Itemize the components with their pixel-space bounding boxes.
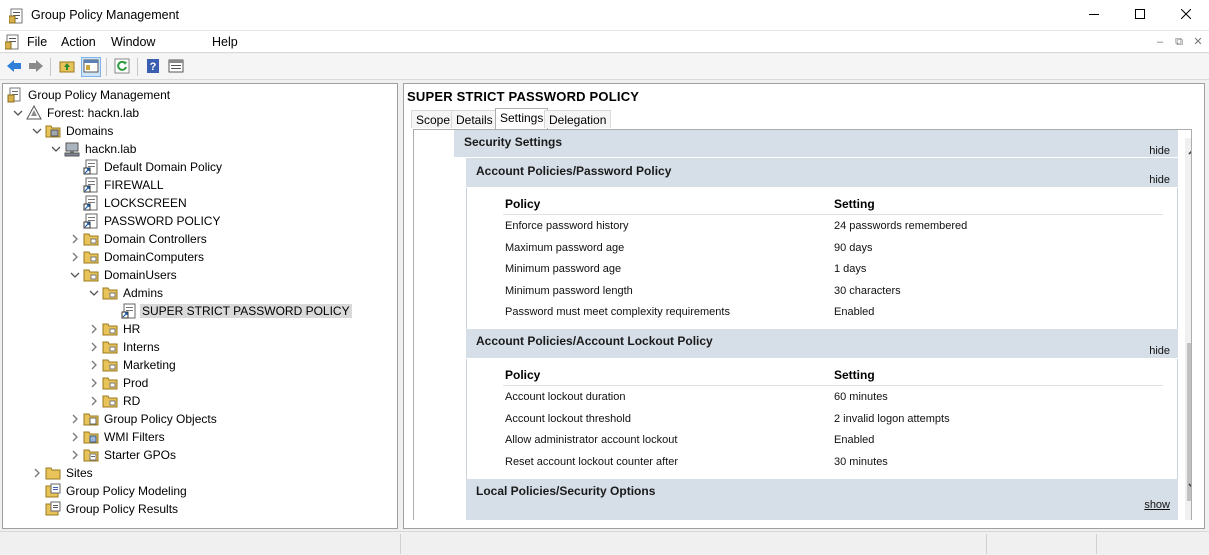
security-settings-hide-link[interactable]: hide xyxy=(1149,145,1170,157)
ou-folder-icon xyxy=(102,393,118,409)
help-icon xyxy=(145,58,161,77)
local-policies-show-link[interactable]: show xyxy=(1144,499,1170,511)
help-button[interactable] xyxy=(143,57,163,77)
security-settings-header xyxy=(454,130,1178,158)
tree-item-interns[interactable] xyxy=(3,338,397,356)
tree-item-default-domain-policy[interactable] xyxy=(3,158,397,176)
menu-bar xyxy=(0,31,1209,53)
chevron-down-icon[interactable] xyxy=(50,143,62,155)
tab-scope[interactable]: Scope xyxy=(411,110,455,128)
tree-item-label[interactable]: Group Policy Management xyxy=(28,88,171,102)
chevron-down-icon[interactable] xyxy=(12,107,24,119)
policy-setting-cell: 24 passwords remembered xyxy=(834,220,968,232)
policy-name-cell: Account lockout threshold xyxy=(505,412,631,425)
password-policy-hide-link[interactable]: hide xyxy=(1149,174,1170,186)
svg-text:?: ? xyxy=(149,60,157,73)
report-vertical-scrollbar[interactable] xyxy=(1185,138,1192,520)
close-button[interactable] xyxy=(1163,0,1209,30)
lockout-policy-hide-link[interactable]: hide xyxy=(1149,345,1170,357)
scroll-down-icon[interactable] xyxy=(1188,480,1192,492)
tree-item-wmi-filters[interactable] xyxy=(3,428,397,446)
tree-item-label[interactable]: Group Policy Results xyxy=(66,502,179,516)
tree-item-label[interactable]: HR xyxy=(123,322,141,336)
policy-setting-cell: 1 days xyxy=(834,263,867,275)
back-icon xyxy=(6,58,22,77)
policy-setting-cell: Enabled xyxy=(834,306,875,318)
gpo-title: SUPER STRICT PASSWORD POLICY xyxy=(407,89,640,104)
domain-icon xyxy=(64,141,80,157)
lockout-policy-title: Account Policies/Account Lockout Policy xyxy=(476,334,713,348)
chevron-down-icon[interactable] xyxy=(31,125,43,137)
minimize-icon xyxy=(1089,8,1099,22)
results-icon xyxy=(45,501,61,517)
password-col-setting: Setting xyxy=(834,197,875,211)
maximize-button[interactable] xyxy=(1117,0,1163,30)
console-view-icon xyxy=(168,58,184,77)
gpo-link-icon xyxy=(83,195,99,211)
policy-setting-cell: Enabled xyxy=(834,434,875,446)
policy-name-cell: Allow administrator account lockout xyxy=(505,434,678,446)
policy-setting-cell: 90 days xyxy=(834,241,873,254)
gpm-icon xyxy=(7,87,23,103)
policy-setting-cell: 30 minutes xyxy=(834,455,888,468)
detail-pane xyxy=(403,83,1205,529)
tree-item-firewall[interactable] xyxy=(3,176,397,194)
modeling-icon xyxy=(45,483,61,499)
chevron-right-icon[interactable] xyxy=(31,467,43,479)
close-icon xyxy=(1181,8,1191,22)
forest-icon xyxy=(26,105,42,121)
show-hide-tree-button[interactable] xyxy=(81,57,101,77)
tree-item-prod[interactable] xyxy=(3,374,397,392)
password-policy-title: Account Policies/Password Policy xyxy=(476,164,672,178)
tree-item-label[interactable]: RD xyxy=(123,394,141,408)
tree-item-label[interactable]: hackn.lab xyxy=(85,142,137,156)
settings-report xyxy=(413,129,1192,520)
policy-setting-cell: 2 invalid logon attempts xyxy=(834,412,950,425)
policy-setting-cell: 30 characters xyxy=(834,284,901,297)
sites-folder-icon xyxy=(45,465,61,481)
gpo-link-icon xyxy=(83,213,99,229)
up-folder-icon xyxy=(59,58,75,77)
password-policy-header xyxy=(466,158,1178,188)
policy-name-cell: Password must meet complexity requirements xyxy=(505,306,730,318)
title-bar xyxy=(0,0,1209,31)
domains-folder-icon xyxy=(45,123,61,139)
policy-name-cell: Minimum password age xyxy=(505,263,622,275)
tree-item-label[interactable]: DomainComputers xyxy=(104,250,205,264)
chevron-right-icon[interactable] xyxy=(69,431,81,443)
lockout-policy-header xyxy=(466,329,1178,359)
tree-item-label[interactable]: Interns xyxy=(123,340,160,354)
tree-item-forest-hackn-lab[interactable] xyxy=(3,104,397,122)
tree-item-label[interactable]: Domains xyxy=(66,124,114,138)
tree-item-label[interactable]: Admins xyxy=(123,286,164,300)
tree-item-label[interactable]: Group Policy Objects xyxy=(104,412,217,426)
policy-name-cell: Reset account lockout counter after xyxy=(505,455,679,468)
chevron-right-icon[interactable] xyxy=(69,251,81,263)
tree-item-label[interactable]: WMI Filters xyxy=(104,430,165,444)
policy-name-cell: Account lockout duration xyxy=(505,391,626,403)
tree-item-sites[interactable] xyxy=(3,464,397,482)
chevron-right-icon[interactable] xyxy=(88,341,100,353)
tree-item-admins[interactable] xyxy=(3,284,397,302)
gpm-app-icon xyxy=(9,8,25,24)
ou-folder-icon xyxy=(83,231,99,247)
refresh-button[interactable] xyxy=(112,57,132,77)
tree-item-label[interactable]: Starter GPOs xyxy=(104,448,177,462)
tree-item-label[interactable]: SUPER STRICT PASSWORD POLICY xyxy=(142,304,350,318)
lockout-policy-table xyxy=(466,359,1178,479)
tree-item-domain-controllers[interactable] xyxy=(3,230,397,248)
tree-item-starter-gpos[interactable] xyxy=(3,446,397,464)
tree-item-label[interactable]: Domain Controllers xyxy=(104,232,207,246)
tab-settings[interactable]: Settings xyxy=(495,108,548,130)
gpo-link-icon xyxy=(121,303,137,319)
menu-help[interactable]: Help xyxy=(212,35,238,49)
console-tree[interactable] xyxy=(2,83,398,529)
local-policies-title: Local Policies/Security Options xyxy=(476,484,656,498)
tree-item-hr[interactable] xyxy=(3,320,397,338)
mdi-restore-button[interactable]: ⧉ xyxy=(1175,36,1183,48)
tree-item-lockscreen[interactable] xyxy=(3,194,397,212)
mdi-close-button[interactable]: ✕ xyxy=(1193,36,1203,48)
minimize-button[interactable] xyxy=(1071,0,1117,30)
chevron-down-icon[interactable] xyxy=(88,287,100,299)
menu-action[interactable]: Action xyxy=(61,35,96,49)
forward-button[interactable] xyxy=(26,57,46,77)
tree-item-super-strict-password-policy[interactable] xyxy=(3,302,397,320)
starter-folder-icon xyxy=(83,447,99,463)
maximize-icon xyxy=(1135,8,1145,22)
tree-item-label[interactable]: Group Policy Modeling xyxy=(66,484,187,498)
policy-setting-cell: 60 minutes xyxy=(834,391,888,403)
local-policies-header xyxy=(466,479,1178,520)
up-folder-button[interactable] xyxy=(57,57,77,77)
ou-folder-icon xyxy=(83,267,99,283)
tree-item-label[interactable]: LOCKSCREEN xyxy=(104,196,187,210)
gpo-container-icon xyxy=(83,411,99,427)
tree-item-domainusers[interactable] xyxy=(3,266,397,284)
tree-item-label[interactable]: PASSWORD POLICY xyxy=(104,214,221,228)
console-menu-icon[interactable] xyxy=(5,34,21,50)
tree-item-label[interactable]: Default Domain Policy xyxy=(104,160,223,174)
tree-item-label[interactable]: Sites xyxy=(66,466,93,480)
tree-item-hackn-lab[interactable] xyxy=(3,140,397,158)
tree-item-password-policy[interactable] xyxy=(3,212,397,230)
show-hide-tree-icon xyxy=(83,58,99,77)
tree-item-marketing[interactable] xyxy=(3,356,397,374)
tree-item-rd[interactable] xyxy=(3,392,397,410)
refresh-icon xyxy=(114,58,130,77)
tree-item-domaincomputers[interactable] xyxy=(3,248,397,266)
toolbar xyxy=(0,54,1209,80)
policy-name-cell: Enforce password history xyxy=(505,220,629,232)
chevron-right-icon[interactable] xyxy=(88,359,100,371)
scroll-thumb[interactable] xyxy=(1187,343,1192,501)
tree-item-group-policy-objects[interactable] xyxy=(3,410,397,428)
scroll-up-icon[interactable] xyxy=(1188,146,1192,158)
tree-item-label[interactable]: FIREWALL xyxy=(104,178,164,192)
tree-item-group-policy-management[interactable] xyxy=(3,86,397,104)
tree-item-group-policy-results[interactable] xyxy=(3,500,397,518)
back-button[interactable] xyxy=(4,57,24,77)
lockout-col-policy: Policy xyxy=(505,368,541,382)
menu-file[interactable]: File xyxy=(27,35,48,49)
security-settings-title: Security Settings xyxy=(464,135,563,149)
policy-name-cell: Minimum password length xyxy=(505,284,633,297)
ou-folder-icon xyxy=(83,249,99,265)
chevron-right-icon[interactable] xyxy=(88,377,100,389)
mdi-minimize-button[interactable]: – xyxy=(1156,36,1164,48)
ou-folder-icon xyxy=(102,375,118,391)
tree-item-group-policy-modeling[interactable] xyxy=(3,482,397,500)
wmi-folder-icon xyxy=(83,429,99,445)
console-view-button[interactable] xyxy=(166,57,186,77)
tree-item-label[interactable]: Forest: hackn.lab xyxy=(47,106,140,120)
tab-details[interactable]: Details xyxy=(451,110,498,128)
ou-folder-icon xyxy=(102,339,118,355)
chevron-right-icon[interactable] xyxy=(69,449,81,461)
window-title: Group Policy Management xyxy=(31,8,179,22)
status-bar xyxy=(0,531,1209,555)
tab-delegation[interactable]: Delegation xyxy=(544,110,611,128)
tree-item-domains[interactable] xyxy=(3,122,397,140)
password-policy-table xyxy=(466,188,1178,329)
tree-item-label[interactable]: DomainUsers xyxy=(104,268,177,282)
chevron-right-icon[interactable] xyxy=(88,323,100,335)
ou-folder-icon xyxy=(102,321,118,337)
gpo-link-icon xyxy=(83,177,99,193)
chevron-down-icon[interactable] xyxy=(69,269,81,281)
policy-name-cell: Maximum password age xyxy=(505,241,625,254)
ou-folder-icon xyxy=(102,285,118,301)
ou-folder-icon xyxy=(102,357,118,373)
menu-window[interactable]: Window xyxy=(111,35,156,49)
tree-item-label[interactable]: Prod xyxy=(123,376,149,390)
chevron-right-icon[interactable] xyxy=(69,413,81,425)
tree-item-label[interactable]: Marketing xyxy=(123,358,176,372)
password-col-policy: Policy xyxy=(505,197,541,211)
forward-icon xyxy=(28,58,44,77)
lockout-col-setting: Setting xyxy=(834,368,875,382)
gpo-link-icon xyxy=(83,159,99,175)
chevron-right-icon[interactable] xyxy=(88,395,100,407)
chevron-right-icon[interactable] xyxy=(69,233,81,245)
